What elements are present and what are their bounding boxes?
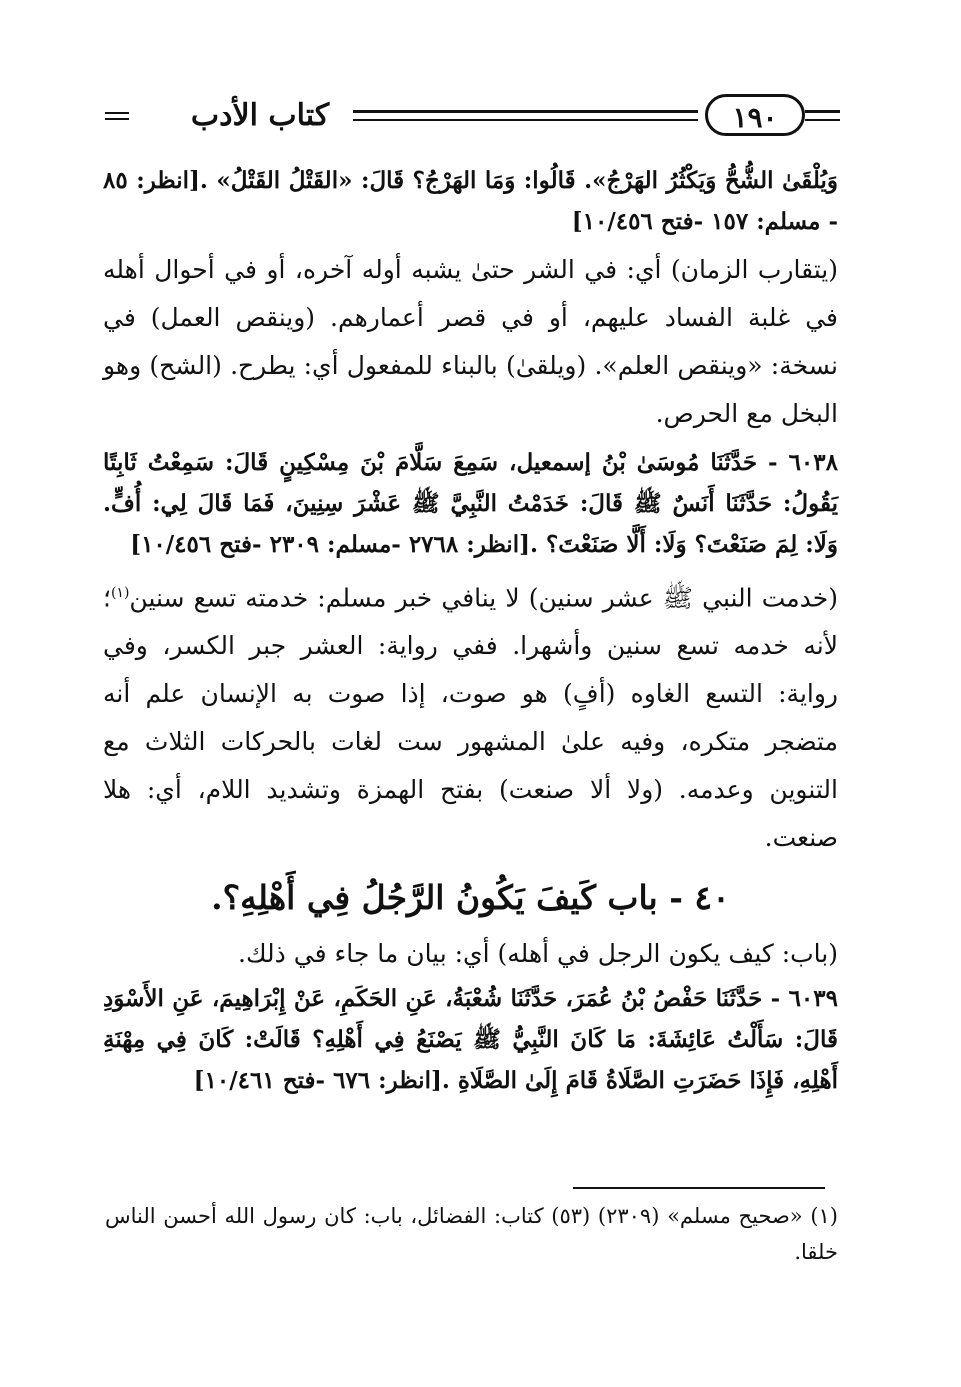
hadith-6038: ٦٠٣٨ - حَدَّثَنَا مُوسَىٰ بْنُ إسمعيل، سَمِعَ سَلَّامَ بْنَ مِسْكِينٍ قَالَ: سَمِعْتُ ثَابِتًا يَقُولُ: حَدَّثَنَا أَنَسٌ ﷺ قَالَ: خَدَمْتُ النَّبِيَّ ﷺ عَشْرَ سِنِينَ، فَمَا قَالَ لِي: أُفٍّ. وَلَا: لِمَ صَنَعْتَ؟ وَلَا: أَلَّا صَنَعْتَ؟ .[انظر: ٢٧٦٨ -مسلم: ٢٣٠٩ -فتح ١٠/٤٥٦] xyxy=(103,449,838,558)
footnote-separator xyxy=(573,1187,825,1189)
header-rule-right xyxy=(805,110,840,121)
header-rule-left xyxy=(105,112,129,120)
header-rule-middle xyxy=(353,110,698,121)
page-body xyxy=(103,160,838,1101)
hadith-6039: ٦٠٣٩ - حَدَّثَنَا حَفْصُ بْنُ عُمَرَ، حَدَّثَنَا شُعْبَةُ، عَنِ الحَكَمِ، عَنْ إِبْرَاهِيمَ، عَنِ الأَسْوَدِ قَالَ: سَأَلْتُ عَائِشَةَ: مَا كَانَ النَّبِيُّ ﷺ يَصْنَعُ فِي أَهْلِهِ؟ قَالَتْ: كَانَ فِي مِهْنَةِ أَهْلِهِ، فَإِذَا حَضَرَتِ الصَّلَاةُ قَامَ إِلَىٰ الصَّلَاةِ .[انظر: ٦٧٦ -فتح ١٠/٤٦١] xyxy=(103,985,838,1095)
commentary-paragraph: (يتقارب الزمان) أي: في الشر حتىٰ يشبه أوله آخره، أو في أحوال أهله في غلبة الفساد عليهم، أو في قصر أعمارهم. (وينقص العمل) في نسخة: «وينقص العلم». (ويلقىٰ) بالبناء للمفعول أي: يطرح. (الشح) وهو البخل مع الحرص. xyxy=(103,255,838,428)
chapter-heading: ٤٠ - باب كَيفَ يَكُونُ الرَّجُلُ فِي أَهْلِهِ؟. xyxy=(211,878,730,918)
page-number: ١٩٠ xyxy=(705,94,805,136)
page-header xyxy=(105,88,840,148)
footnote-reference[interactable]: (١) xyxy=(110,585,130,601)
hadith-continuation: وَيُلْقَىٰ الشُّحُّ وَيَكْثُرُ الهَرْجُ». قَالُوا: وَمَا الهَرْجُ؟ قَالَ: «القَتْلُ القَتْلُ» .[انظر: ٨٥ - مسلم: ١٥٧ -فتح ١٠/٤٥٦] xyxy=(103,167,838,235)
commentary-text-a: (خدمت النبي ﷺ عشر سنين) لا ينافي خبر مسلم: خدمته تسع سنين xyxy=(129,583,838,613)
commentary-text-b: ؛ لأنه خدمه تسع سنين وأشهرا. ففي رواية: العشر جبر الكسر، وفي رواية: التسع الغاوه (أفٍ) هو صوت، إذا صوت به الإنسان علم أنه متضجر متكره، وفيه علىٰ المشهور ست لغات بالحركات الثلاث مع التنوين وعدمه. (ولا ألا صنعت) بفتح الهمزة وتشديد اللام، أي: هلا صنعت. xyxy=(103,583,838,853)
commentary-paragraph-6038 xyxy=(103,569,838,862)
chapter-commentary: (باب: كيف يكون الرجل في أهله) أي: بيان ما جاء في ذلك. xyxy=(238,939,838,969)
footnote: (١) «صحيح مسلم» (٢٣٠٩) (٥٣) كتاب: الفضائل، باب: كان رسول الله أحسن الناس خلقا. xyxy=(105,1204,838,1264)
book-title: كتاب الأدب xyxy=(190,98,330,133)
